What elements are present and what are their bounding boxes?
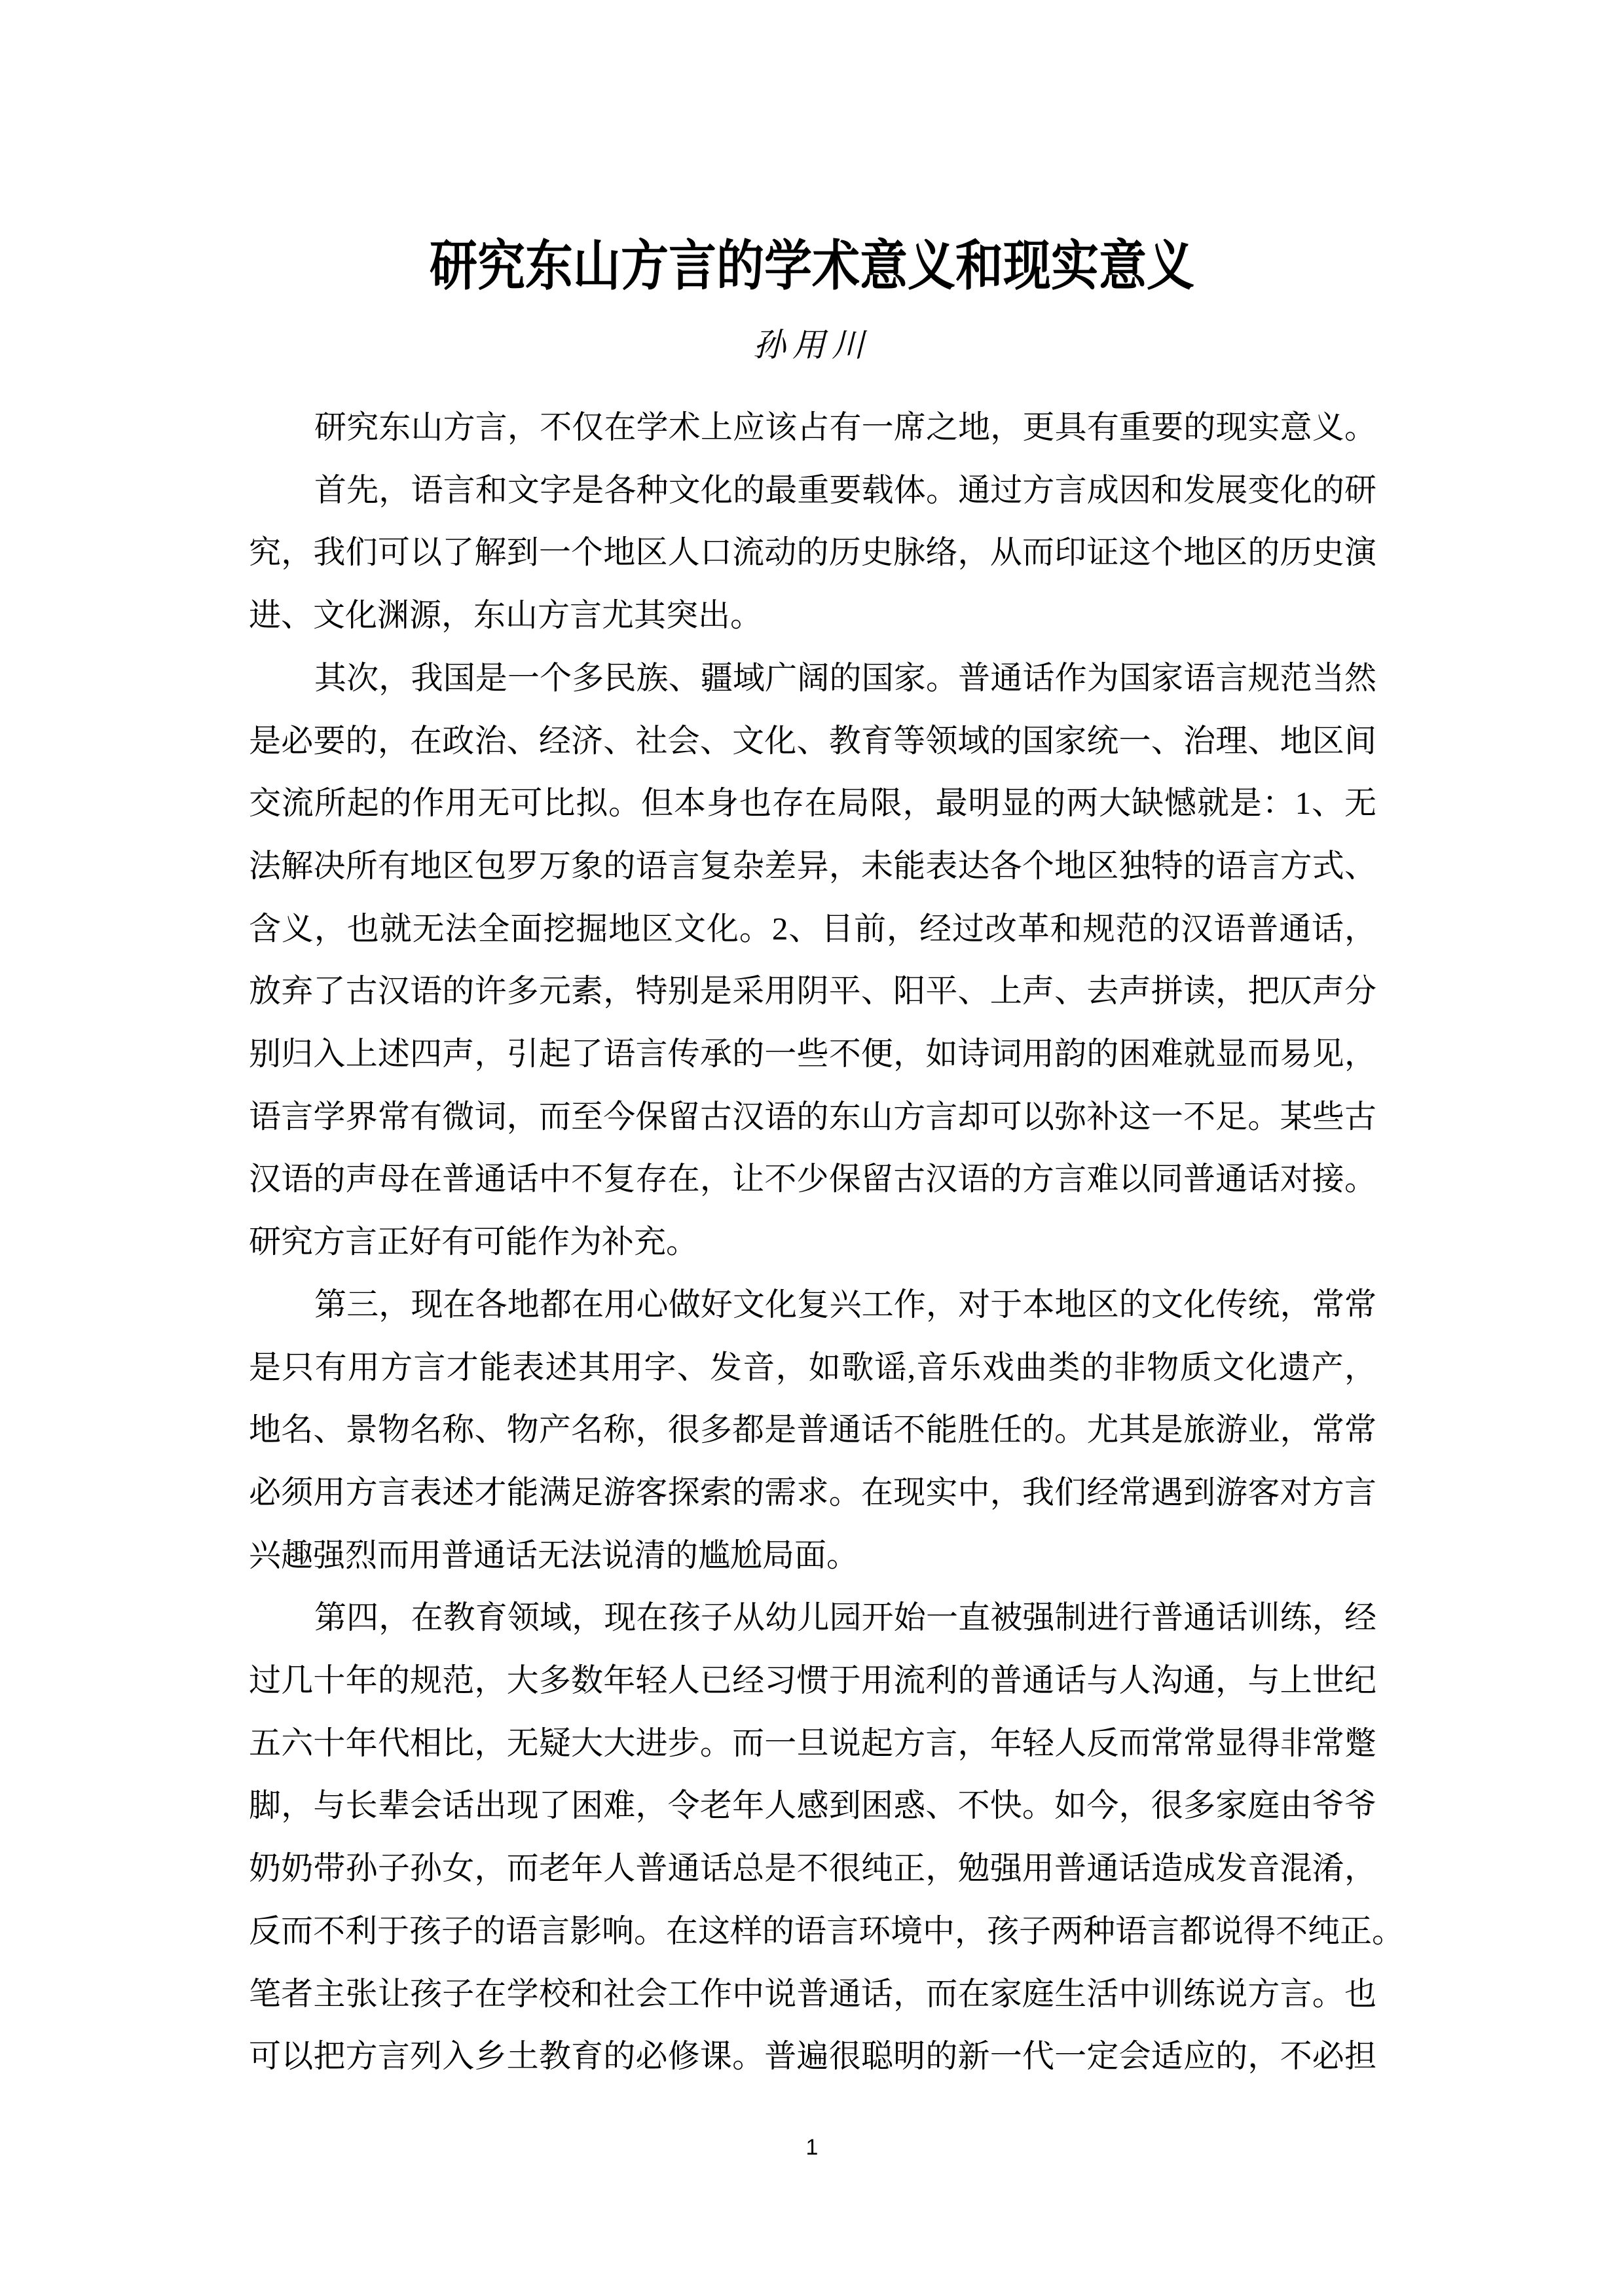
paragraph-line: 进、文化渊源，东山方言尤其突出。: [249, 597, 763, 634]
paragraph-line: 语言学界常有微词，而至今保留古汉语的东山方言却可以弥补这一不足。某些古: [249, 1098, 1376, 1135]
paragraph-line: 反而不利于孩子的语言影响。在这样的语言环境中，孩子两种语言都说得不纯正。: [249, 1912, 1405, 1949]
paragraph-line: 地名、景物名称、物产名称，很多都是普通话不能胜任的。尤其是旅游业，常常: [249, 1412, 1376, 1448]
paragraph-line: 研究东山方言，不仅在学术上应该占有一席之地，更具有重要的现实意义。: [314, 409, 1376, 445]
paragraph-line: 含义，也就无法全面挖掘地区文化。2、目前，经过改革和规范的汉语普通话，: [249, 910, 1376, 947]
paragraph-line: 是必要的，在政治、经济、社会、文化、教育等领域的国家统一、治理、地区间: [249, 722, 1376, 759]
paragraph-line: 研究方言正好有可能作为补充。: [249, 1224, 699, 1260]
paragraph-line: 脚，与长辈会话出现了困难，令老年人感到困惑、不快。如今，很多家庭由爷爷: [249, 1787, 1376, 1824]
paragraph-line: 兴趣强烈而用普通话无法说清的尴尬局面。: [249, 1537, 859, 1573]
paragraph-line: 是只有用方言才能表述其用字、发音，如歌谣,音乐戏曲类的非物质文化遗产，: [249, 1349, 1376, 1385]
paragraph-line: 交流所起的作用无可比拟。但本身也存在局限，最明显的两大缺憾就是：1、无: [249, 785, 1376, 822]
paragraph-line: 奶奶带孙子孙女，而老年人普通话总是不很纯正，勉强用普通话造成发音混淆，: [249, 1850, 1376, 1887]
paragraph-line: 笔者主张让孩子在学校和社会工作中说普通话，而在家庭生活中训练说方言。也: [249, 1975, 1376, 2012]
paragraph-line: 究，我们可以了解到一个地区人口流动的历史脉络，从而印证这个地区的历史演: [249, 534, 1376, 571]
paragraph-line: 放弃了古汉语的许多元素，特别是采用阴平、阳平、上声、去声拼读，把仄声分: [249, 973, 1376, 1010]
paragraph-line: 汉语的声母在普通话中不复存在，让不少保留古汉语的方言难以同普通话对接。: [249, 1161, 1376, 1197]
paragraph-line: 可以把方言列入乡土教育的必修课。普遍很聪明的新一代一定会适应的，不必担: [249, 2038, 1376, 2075]
paragraph-line: 第四，在教育领域，现在孩子从幼儿园开始一直被强制进行普通话训练，经: [314, 1599, 1376, 1636]
document-title: 研究东山方言的学术意义和现实意义: [430, 234, 1194, 298]
author-name: 孙用川: [753, 326, 871, 364]
paragraph-line: 其次，我国是一个多民族、疆域广阔的国家。普通话作为国家语言规范当然: [314, 659, 1376, 696]
paragraph-line: 过几十年的规范，大多数年轻人已经习惯于用流利的普通话与人沟通，与上世纪: [249, 1662, 1376, 1698]
paragraph-line: 五六十年代相比，无疑大大进步。而一旦说起方言，年轻人反而常常显得非常蹩: [249, 1724, 1376, 1761]
paragraph-line: 别归入上述四声，引起了语言传承的一些不便，如诗词用韵的困难就显而易见，: [249, 1036, 1376, 1072]
paragraph-line: 法解决所有地区包罗万象的语言复杂差异，未能表达各个地区独特的语言方式、: [249, 847, 1376, 884]
paragraph-line: 第三，现在各地都在用心做好文化复兴工作，对于本地区的文化传统，常常: [314, 1286, 1376, 1322]
paragraph-line: 必须用方言表述才能满足游客探索的需求。在现实中，我们经常遇到游客对方言: [249, 1474, 1376, 1510]
page-number: 1: [805, 2135, 819, 2160]
paragraph-line: 首先，语言和文字是各种文化的最重要载体。通过方言成因和发展变化的研: [314, 471, 1376, 508]
